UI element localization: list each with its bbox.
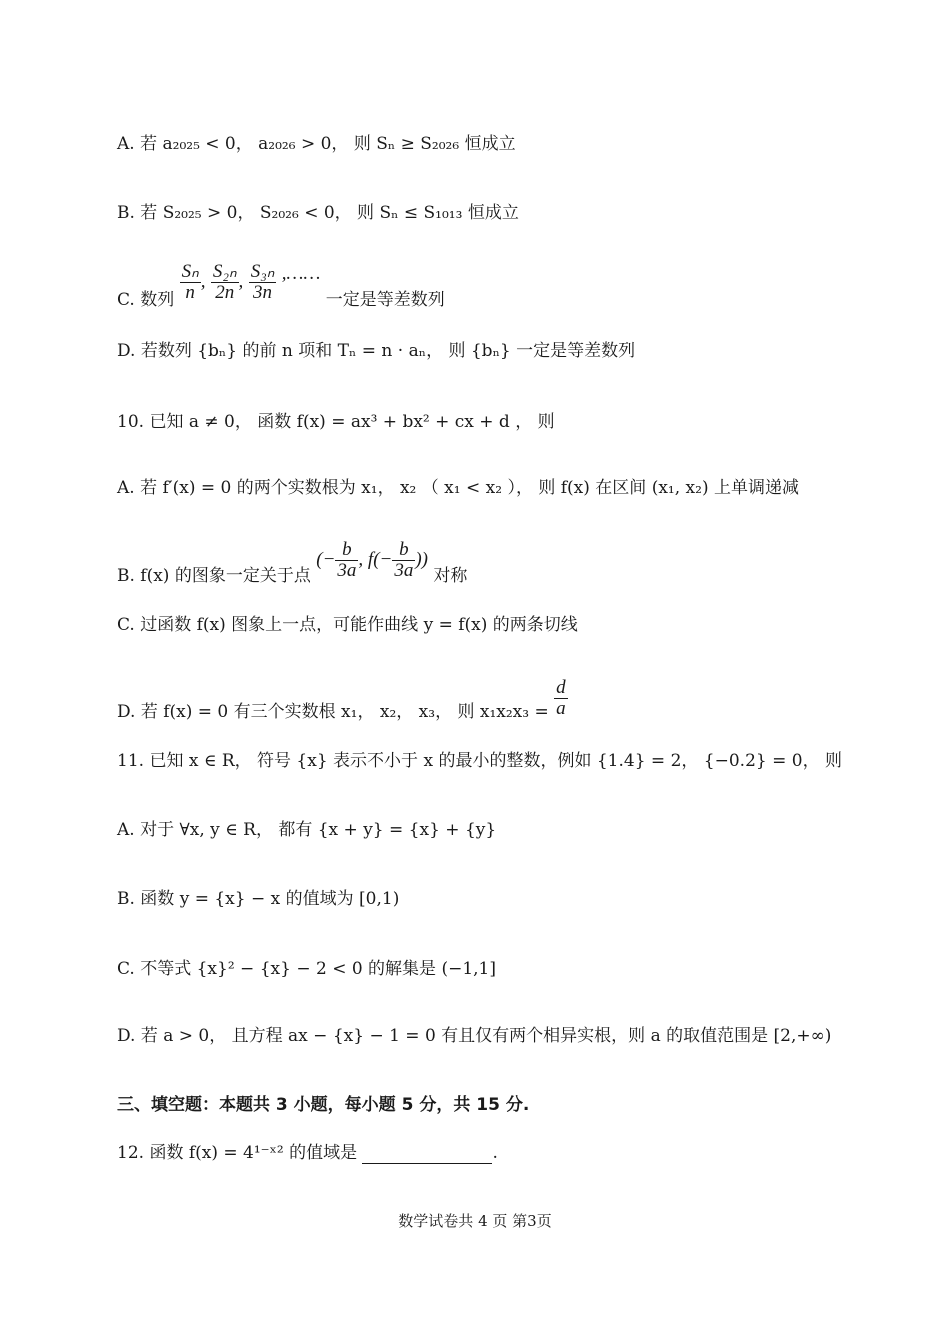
q9-c-frac-3-num: S₃ₙ [250,261,275,282]
q10-b-point-close: )) [415,549,429,570]
q10-option-d-prefix: D. 若 f(x) = 0 有三个实数根 x₁， x₂， x₃， 则 x₁x₂x₃ = [117,702,549,722]
q12 [117,1142,498,1164]
q9-option-a: A. 若 a₂₀₂₅ < 0， a₂₀₂₆ > 0， 则 Sₙ ≥ S₂₀₂₆ 恒成立 [117,134,516,154]
q9-c-frac-2 [211,262,239,303]
q9-c-frac-1-num: Sₙ [181,261,199,282]
q10-b-mid: , f(− [358,549,393,570]
q9-c-frac-3-den: 3n [253,282,273,303]
q9-c-frac-1 [180,262,201,303]
q12-suffix: . [492,1143,498,1163]
q9-c-frac-1-den: n [185,282,195,303]
q10-option-b [117,540,467,587]
q10-option-d [117,678,568,723]
q10-b-frac-1-den: 3a [337,560,357,581]
section-3-heading: 三、填空题：本题共 3 小题，每小题 5 分，共 15 分. [117,1095,530,1115]
q9-option-c: C. 数列 $\frac{\text{Sₙ}}{n}$ , $\frac{\text{S₂ₙ}}{2n}$ , $\frac{\text{S₃ₙ}}{3n}$ ,…… 一定是等差数列 [117,261,445,310]
q10-b-frac-2 [392,540,415,581]
q10-d-frac-den: a [556,698,566,719]
q11-option-a: A. 对于 ∀x, y ∈ R， 都有 {x + y} = {x} + {y} [117,820,497,840]
q10-b-frac-2-den: 3a [394,560,414,581]
q10-b-frac-1-num: b [335,540,358,561]
q9-option-b: B. 若 S₂₀₂₅ > 0， S₂₀₂₆ < 0， 则 Sₙ ≤ S₁₀₁₃ 恒成立 [117,203,519,223]
q10-option-b-suffix: 对称 [433,566,468,586]
q10-d-frac-num: d [556,677,566,698]
q9-c-frac-3 [249,262,277,303]
q11-option-c: C. 不等式 {x}² − {x} − 2 < 0 的解集是 (−1,1] [117,959,497,979]
q10-option-b-prefix: B. f(x) 的图象一定关于点 [117,566,311,586]
q10-option-c: C. 过函数 f(x) 图象上一点，可能作曲线 y = f(x) 的两条切线 [117,615,578,635]
page-footer: 数学试卷共 4 页 第3页 [398,1212,552,1230]
q10-b-frac-2-num: b [392,540,415,561]
q12-answer-blank[interactable] [362,1145,492,1164]
q9-c-ellipsis: ,…… [281,263,321,284]
q9-option-c-prefix: C. 数列 [117,290,175,310]
q10-d-frac [554,678,568,719]
q9-option-c-suffix: 一定是等差数列 [325,290,445,310]
q12-prefix: 12. 函数 f(x) = 4¹⁻ˣ² 的值域是 [117,1143,358,1163]
q10-stem: 10. 已知 a ≠ 0， 函数 f(x) = ax³ + bx² + cx + d ， 则 [117,412,555,432]
q9-c-frac-2-den: 2n [215,282,235,303]
q11-option-b: B. 函数 y = {x} − x 的值域为 [0,1) [117,889,400,909]
q10-b-frac-1 [335,540,358,581]
q11-option-d: D. 若 a > 0， 且方程 ax − {x} − 1 = 0 有且仅有两个相异实根，则 a 的取值范围是 [2,+∞) [117,1026,832,1046]
q9-c-frac-2-num: S₂ₙ [212,261,237,282]
q9-option-d: D. 若数列 {bₙ} 的前 n 项和 Tₙ = n · aₙ， 则 {bₙ} 一定是等差数列 [117,341,636,361]
q11-stem: 11. 已知 x ∈ R， 符号 {x} 表示不小于 x 的最小的整数，例如 {1.4} = 2， {−0.2} = 0， 则 [117,751,842,771]
q10-option-a: A. 若 f′(x) = 0 的两个实数根为 x₁， x₂ （ x₁ < x₂ ）， 则 f(x) 在区间 (x₁, x₂) 上单调递减 [117,478,799,498]
q10-b-point-open: (− [316,549,336,570]
